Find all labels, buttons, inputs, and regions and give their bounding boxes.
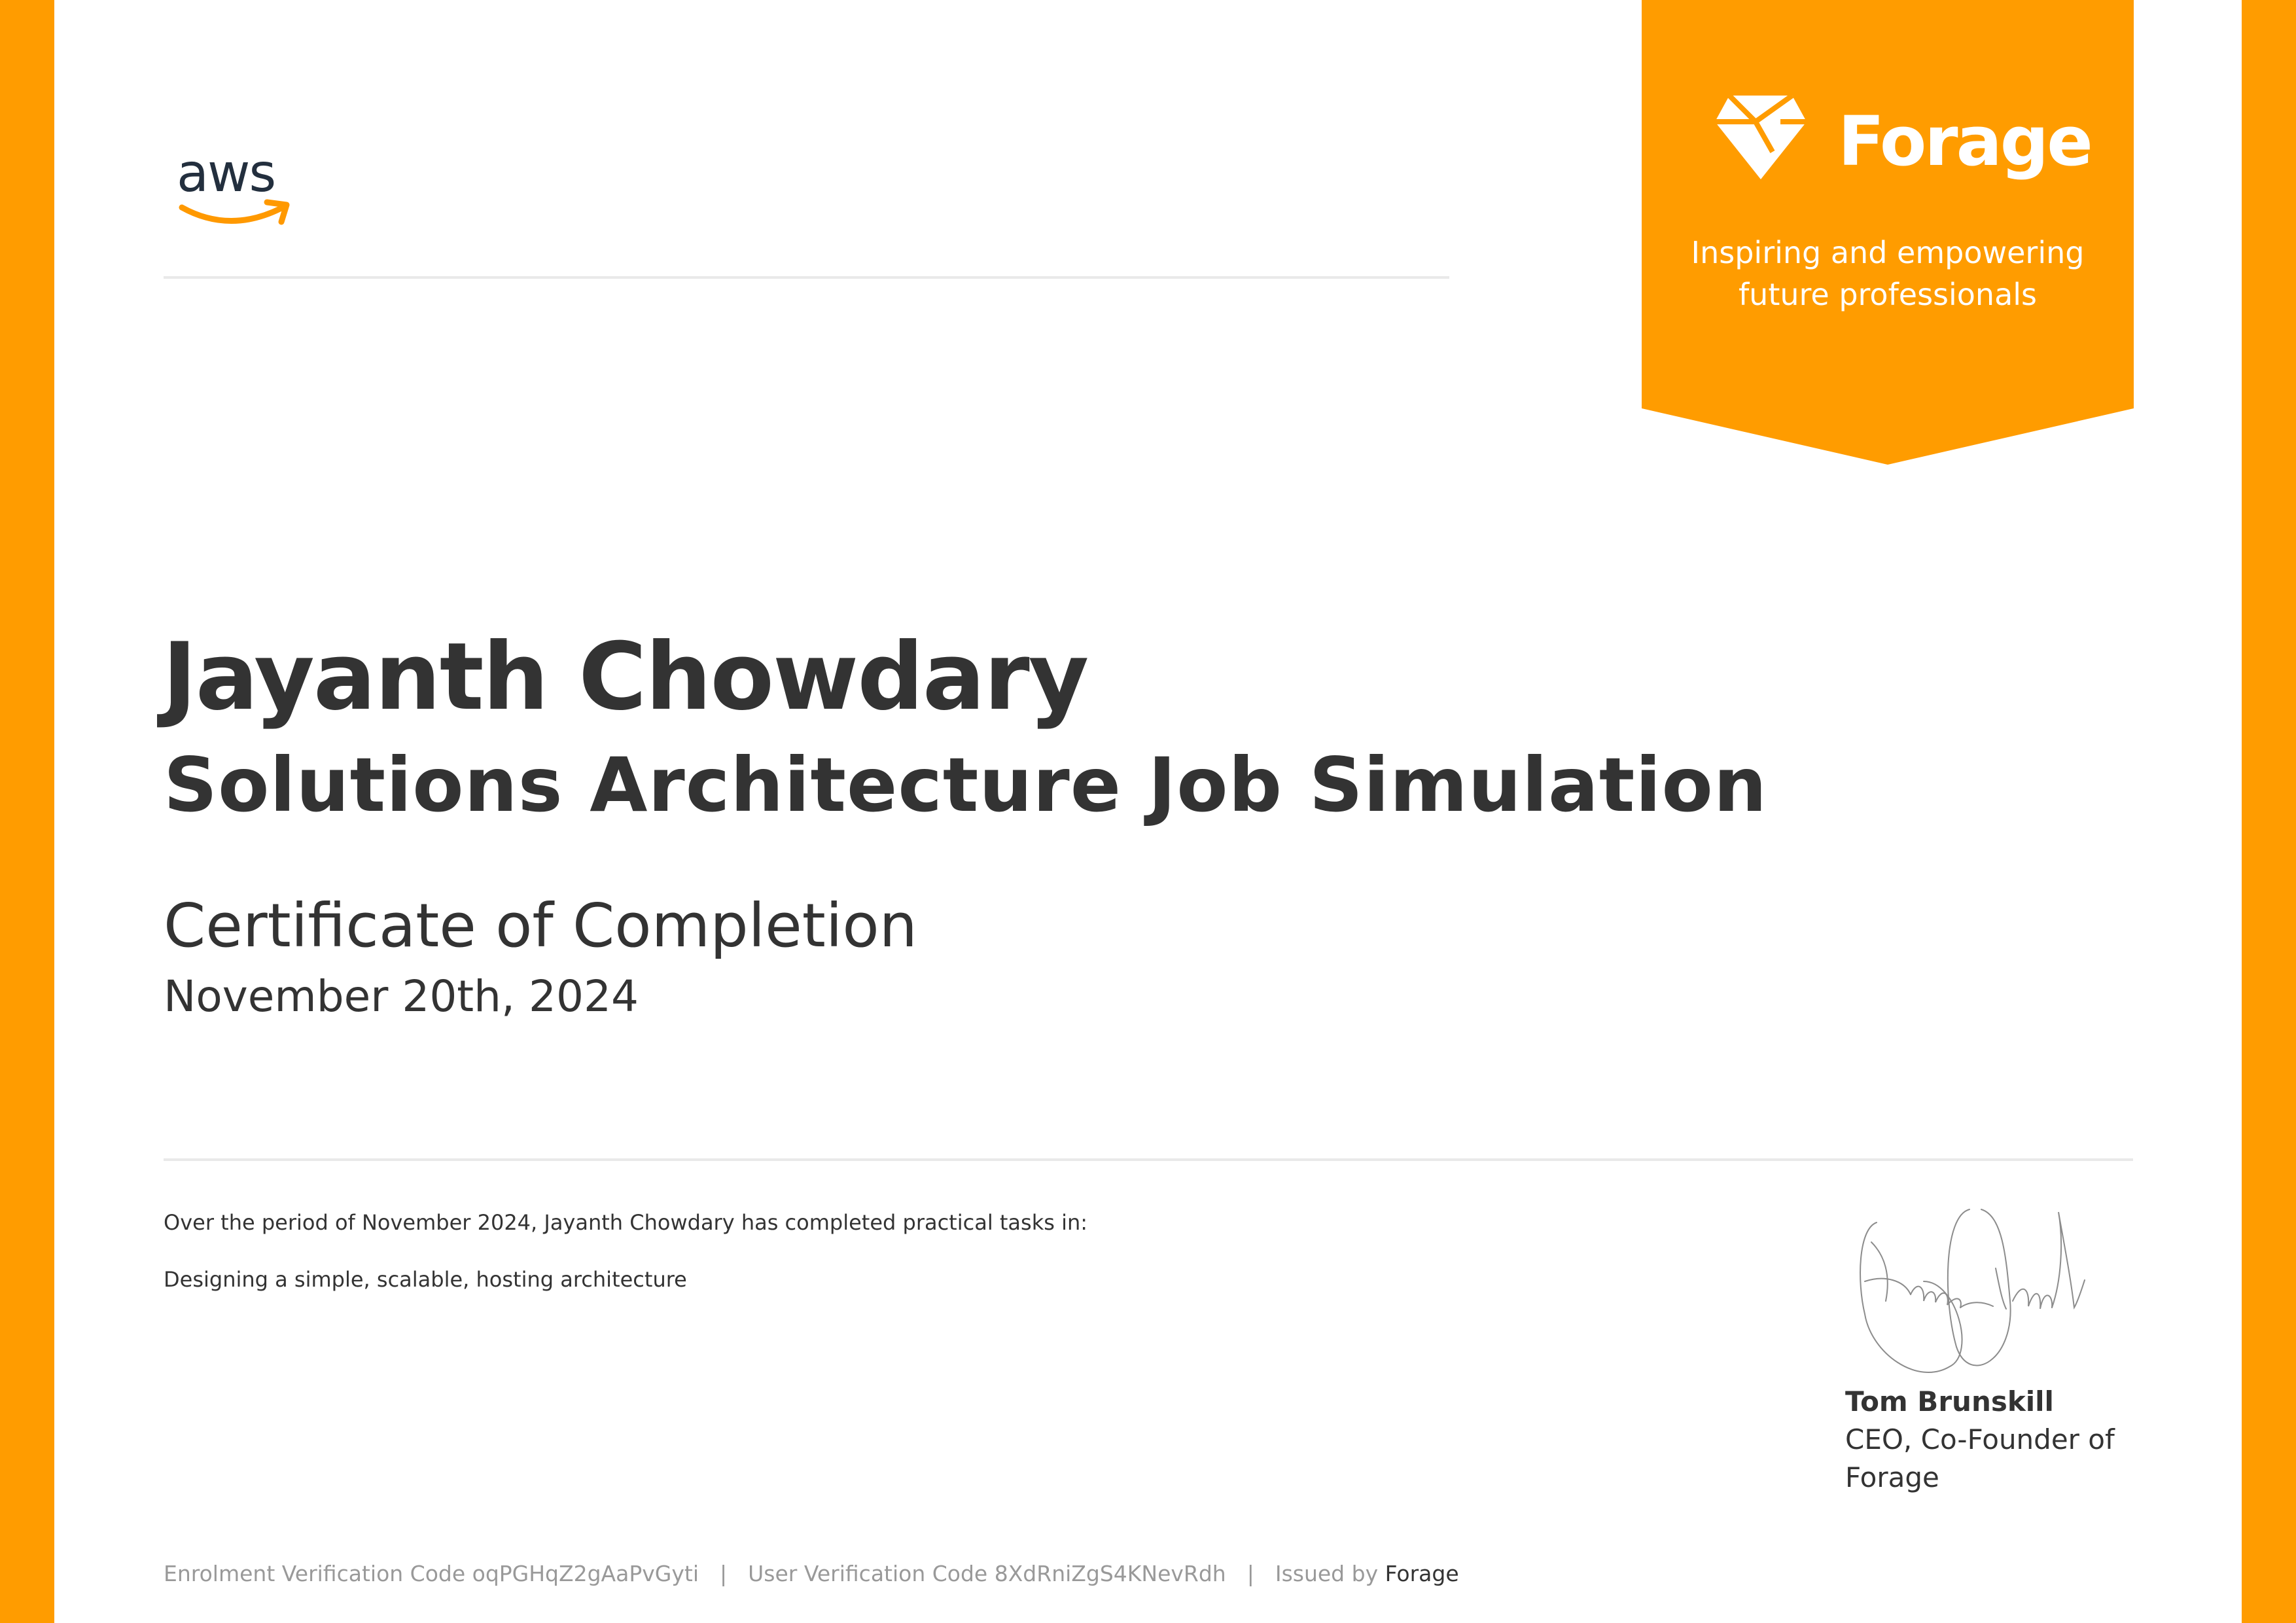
verification-footer <box>164 1558 1459 1590</box>
signature-icon <box>1845 1203 2087 1386</box>
footer-separator: | <box>720 1561 728 1586</box>
left-orange-border <box>0 0 54 1623</box>
banner-tagline-line2: future professionals <box>1738 277 2038 312</box>
task-item: Designing a simple, scalable, hosting architecture <box>164 1267 687 1292</box>
header-divider <box>164 276 1449 279</box>
certificate-date: November 20th, 2024 <box>164 971 639 1022</box>
banner-tagline <box>1642 232 2134 315</box>
certificate-type: Certificate of Completion <box>164 891 917 961</box>
forage-gem-icon <box>1715 94 1807 181</box>
right-orange-border <box>2242 0 2296 1623</box>
completion-summary: Over the period of November 2024, Jayanth Chowdary has completed practical tasks in: <box>164 1210 1088 1235</box>
content-divider <box>164 1158 2133 1161</box>
signatory-title <box>1845 1421 2133 1497</box>
aws-logo-icon <box>177 141 294 226</box>
issuer-name: Forage <box>1385 1561 1459 1586</box>
recipient-name: Jayanth Chowdary <box>162 623 1088 731</box>
signatory-title-line2: Forage <box>1845 1461 1939 1493</box>
signatory-name: Tom Brunskill <box>1845 1385 2054 1418</box>
issued-by-label: Issued by <box>1275 1561 1379 1586</box>
aws-logo-text: aws <box>177 143 275 204</box>
footer-separator: | <box>1246 1561 1254 1586</box>
enrolment-verification-code: Enrolment Verification Code oqPGHqZ2gAaPvGyti <box>164 1561 699 1586</box>
signatory-title-line1: CEO, Co-Founder of <box>1845 1423 2115 1455</box>
forage-banner <box>1642 0 2134 465</box>
aws-smile-icon <box>177 193 294 232</box>
forage-logo-text: Forage <box>1838 101 2091 181</box>
user-verification-code: User Verification Code 8XdRniZgS4KNevRdh <box>748 1561 1226 1586</box>
banner-tagline-line1: Inspiring and empowering <box>1691 235 2085 270</box>
program-title: Solutions Architecture Job Simulation <box>164 741 1767 829</box>
